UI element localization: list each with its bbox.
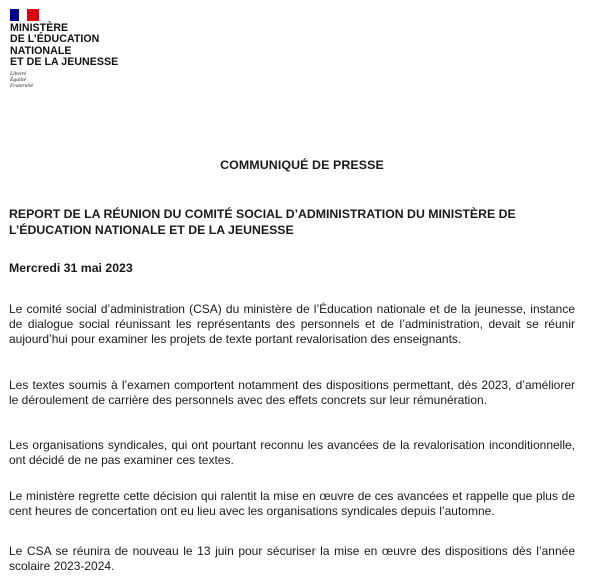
ministry-name: MINISTÈRE DE L’ÉDUCATION NATIONALE ET DE LA JEUNESSE — [10, 22, 119, 69]
paragraph: Les textes soumis à l’examen comportent notamment des dispositions permettant, dès 2023, d’améliorer le déroulement de carrière des personnels avec des effets concrets sur leur rémunération. — [9, 378, 575, 408]
document-type-title: COMMUNIQUÉ DE PRESSE — [220, 158, 384, 172]
paragraph: Le comité social d’administration (CSA) du ministère de l’Éducation nationale et de la jeunesse, instance de dialogue social réunissant les représentants des personnels et de l’administration, devait se réunir aujourd’hui pour examiner les projets de texte portant revalorisation des enseignants. — [9, 302, 575, 347]
headline: REPORT DE LA RÉUNION DU COMITÉ SOCIAL D’ADMINISTRATION DU MINISTÈRE DE L’ÉDUCATION NATIONALE ET DE LA JEUNESSE — [9, 207, 516, 237]
motto-egalite: Égalité — [10, 76, 27, 83]
paragraph: Le CSA se réunira de nouveau le 13 juin pour sécuriser la mise en œuvre des dispositions dès l’année scolaire 2023-2024. — [9, 544, 575, 574]
motto-liberte: Liberté — [10, 70, 27, 77]
publication-date: Mercredi 31 mai 2023 — [9, 261, 133, 275]
ministry-logo — [10, 9, 150, 90]
motto-fraternite: Fraternité — [10, 83, 33, 90]
flag-red-stripe — [27, 9, 39, 21]
flag-white-stripe — [19, 9, 27, 23]
paragraph: Les organisations syndicales, qui ont pourtant reconnu les avancées de la revalorisation inconditionnelle, ont décidé de ne pas examiner ces textes. — [9, 438, 575, 468]
flag-blue-stripe — [10, 9, 19, 21]
republic-motto — [10, 71, 150, 90]
paragraph: Le ministère regrette cette décision qui ralentit la mise en œuvre de ces avancées et rappelle que plus de cent heures de concertation ont eu lieu avec les organisations syndicales depuis l’automne. — [9, 489, 575, 519]
french-flag-icon — [10, 9, 39, 21]
